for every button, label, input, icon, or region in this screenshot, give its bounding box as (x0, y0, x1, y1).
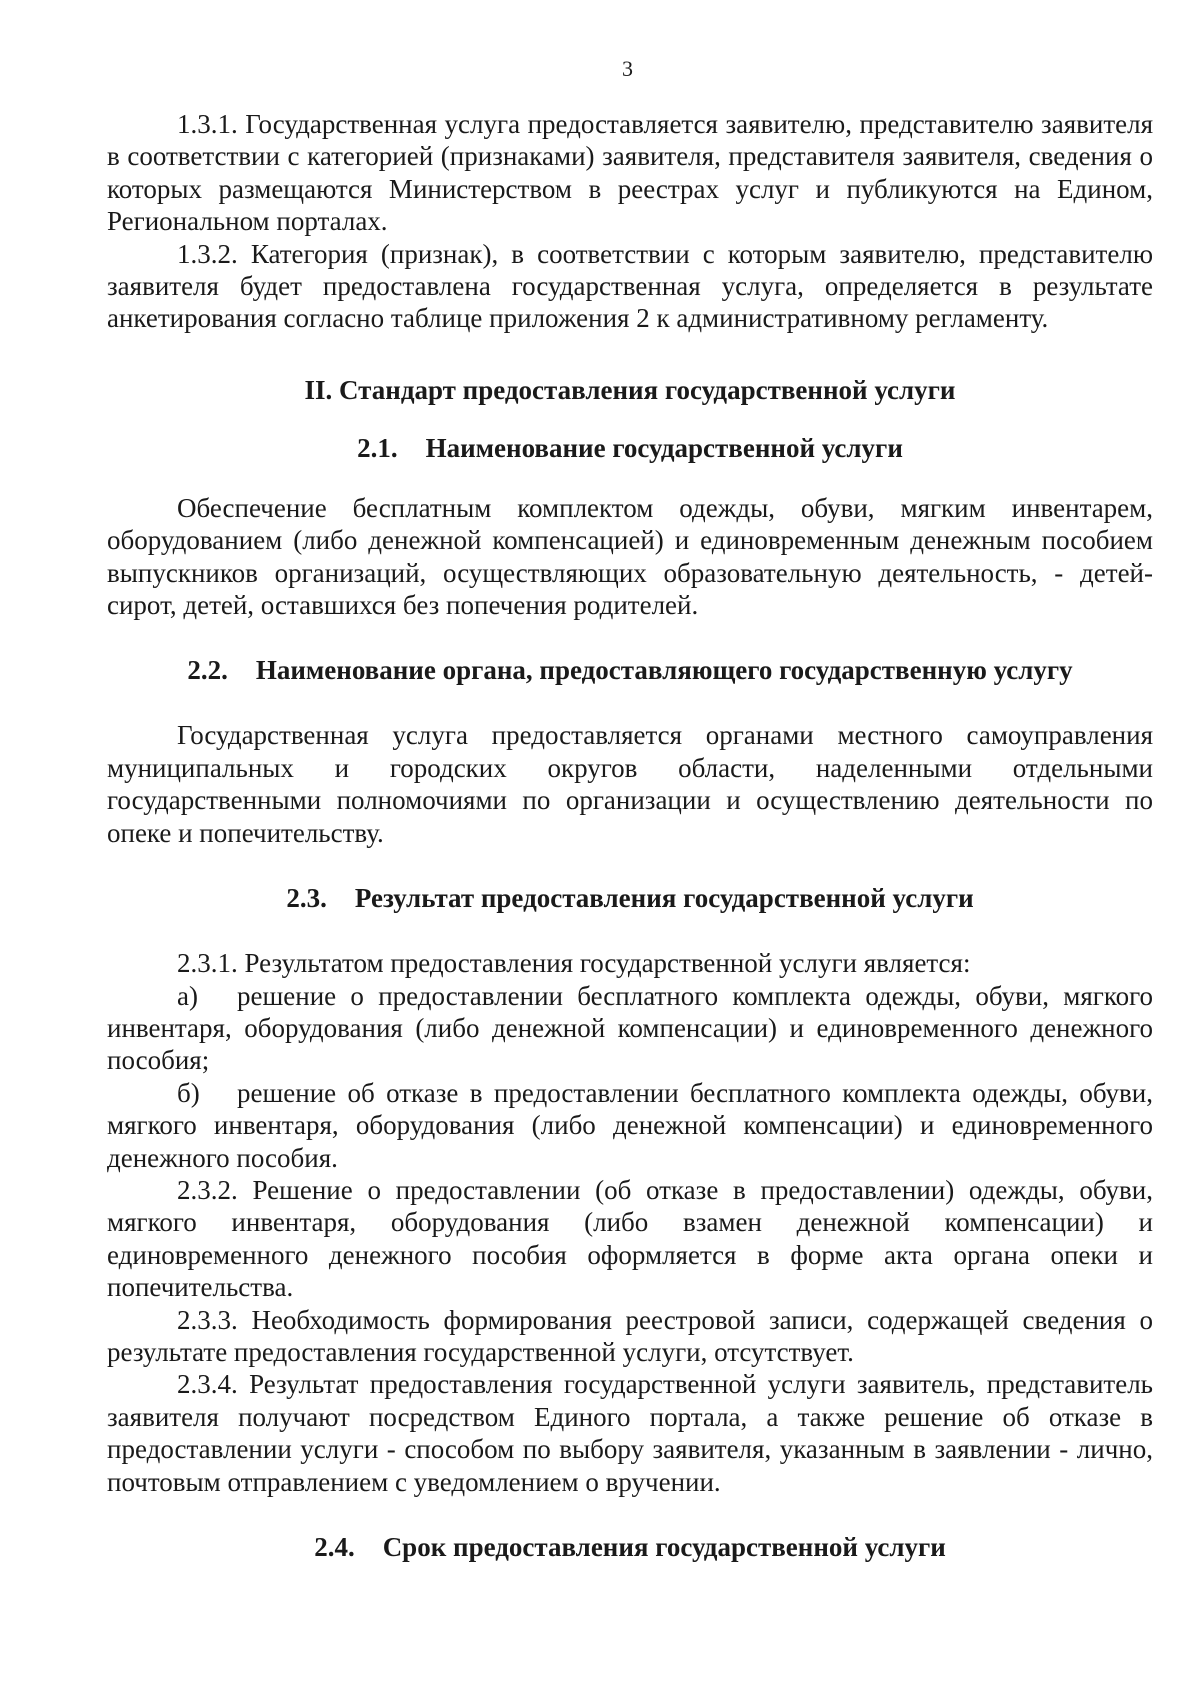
heading-2-3-number: 2.3. (286, 883, 327, 914)
paragraph-1-3-2: 1.3.2. Категория (признак), в соответствии с которым заявителю, представителю заявителя будет предоставлена государственная услуга, определяется в результате анкетирования согласно таблице приложения 2 к административному регламенту. (107, 238, 1153, 334)
paragraph-2-3-3: 2.3.3. Необходимость формирования реестровой записи, содержащей сведения о результате предоставления государственной услуги, отсутствует. (107, 1304, 1153, 1367)
list-item-a-text: решение о предоставлении бесплатного комплекта одежды, обуви, мягкого инвентаря, оборудования (либо денежной компенсации) и единовременного денежного пособия; (107, 980, 1153, 1076)
paragraph-2-3-1: 2.3.1. Результатом предоставления государственной услуги является: (177, 948, 971, 979)
paragraph-2-2: Государственная услуга предоставляется органами местного самоуправления муниципальных и городских округов области, наделенными отдельными государственными полномочиями по организации и осуществлению деятельности по опеке и попечительству. (107, 720, 1153, 848)
heading-2-4-title: Срок предоставления государственной услуги (382, 1532, 946, 1562)
heading-2-1-title: Наименование государственной услуги (425, 432, 903, 463)
heading-2-3-title: Результат предоставления государственной услуги (354, 883, 974, 914)
heading-2-2-number: 2.2. (187, 655, 228, 686)
list-item-b-letter: б) (177, 1077, 200, 1108)
paragraph-2-3-2: 2.3.2. Решение о предоставлении (об отказе в предоставлении) одежды, обуви, мягкого инвентаря, оборудования (либо взамен денежной компенсации) и единовременного денежного пособия оформляется в форме акта органа опеки и попечительства. (107, 1174, 1153, 1303)
heading-2-2-title: Наименование органа, предоставляющего государственную услугу (255, 655, 1073, 686)
heading-2-2 (107, 654, 1153, 686)
heading-2-3 (107, 882, 1153, 914)
heading-2-4-number: 2.4. (314, 1532, 355, 1562)
list-item-b-text: решение об отказе в предоставлении бесплатного комплекта одежды, обуви, мягкого инвентаря, оборудования (либо денежной компенсации) и единовременного денежного пособия. (107, 1077, 1153, 1173)
paragraph-2-1: Обеспечение бесплатным комплектом одежды, обуви, мягким инвентарем, оборудованием (либо денежной компенсацией) и единовременным денежным пособием выпускников организаций, осуществляющих образовательную деятельность, - детей-сирот, детей, оставшихся без попечения родителей. (107, 492, 1153, 621)
list-item-b (107, 1077, 1153, 1174)
page-content (107, 108, 1153, 1563)
list-item-a (107, 980, 1153, 1077)
heading-2-1-number: 2.1. (357, 432, 398, 463)
heading-2-1 (107, 432, 1153, 464)
list-item-a-letter: а) (177, 980, 198, 1011)
paragraph-2-3-4: 2.3.4. Результат предоставления государственной услуги заявитель, представитель заявителя получают посредством Единого портала, а также решение об отказе в предоставлении услуги - способом по выбору заявителя, указанным в заявлении - лично, почтовым отправлением с уведомлением о вручении. (107, 1369, 1153, 1497)
paragraph-1-3-1: 1.3.1. Государственная услуга предоставляется заявителю, представителю заявителя в соответствии с категорией (признаками) заявителя, представителя заявителя, сведения о которых размещаются Министерством в реестрах услуг и публикуются на Едином, Региональном порталах. (107, 109, 1153, 237)
page-number: 3 (622, 56, 633, 81)
section-2-heading: II. Стандарт предоставления государственной услуги (304, 374, 956, 405)
heading-2-4 (107, 1531, 1153, 1563)
